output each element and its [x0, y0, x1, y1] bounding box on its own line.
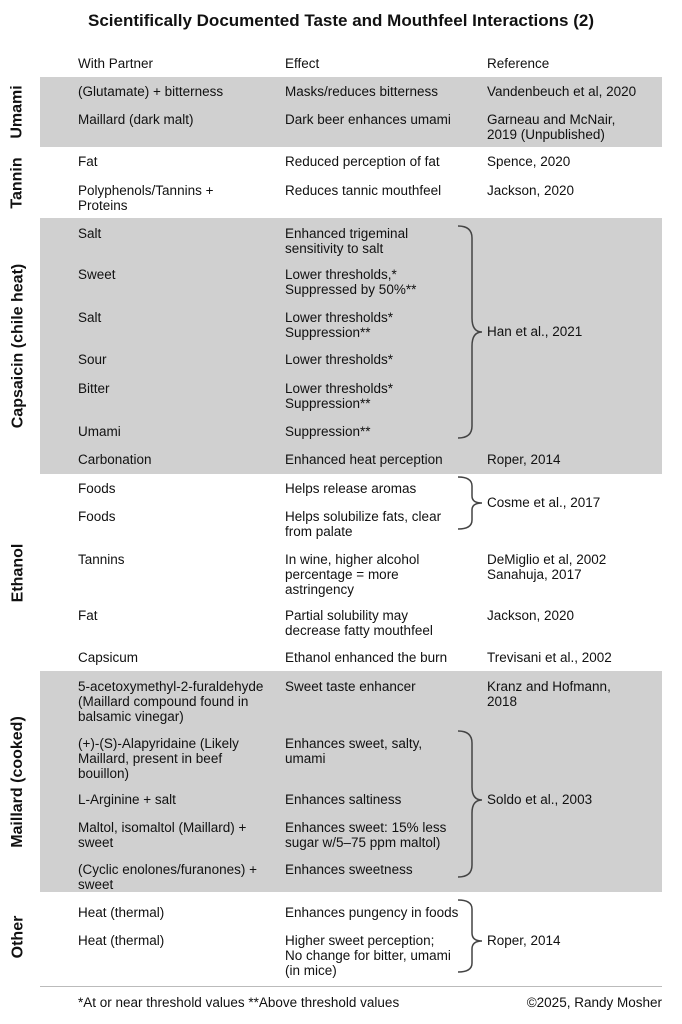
table-row-effect: Lower thresholds* Suppression** — [285, 310, 394, 340]
table-row-reference: Kranz and Hofmann, 2018 — [487, 679, 611, 709]
table-row-partner: Capsicum — [78, 650, 139, 665]
table-row-effect: Enhanced trigeminal sensitivity to salt — [285, 226, 409, 256]
category-capsaicin: Capsaicin (chile heat) — [9, 263, 26, 429]
table-row-effect: Enhances sweet: 15% less sugar w/5–75 ppm maltol) — [285, 820, 447, 850]
table-row-effect: Lower thresholds,* Suppressed by 50%** — [285, 267, 417, 297]
table-row-partner: (+)-(S)-Alapyridaine (Likely Maillard, present in beef bouillon) — [78, 736, 239, 781]
table-row-effect: In wine, higher alcohol percentage = more astringency — [285, 552, 420, 597]
table-row-reference: Trevisani et al., 2002 — [487, 650, 612, 665]
category-maillard: Maillard (cooked) — [9, 715, 27, 848]
group-reference-other: Roper, 2014 — [487, 933, 561, 948]
copyright: ©2025, Randy Mosher — [526, 995, 662, 1010]
table-row-partner: Salt — [78, 226, 102, 241]
category-umami: Umami — [9, 85, 27, 139]
footer-divider — [40, 986, 662, 987]
group-reference-maillard: Soldo et al., 2003 — [487, 792, 593, 807]
table-row-partner: Umami — [78, 424, 121, 439]
capsaicin-brace — [458, 226, 482, 438]
table-row-effect: Lower thresholds* Suppression** — [285, 381, 394, 411]
table-row-partner: Maillard (dark malt) — [78, 112, 194, 127]
table-row-effect: Helps solubilize fats, clear from palate — [285, 509, 442, 539]
table-row-effect: Enhances sweet, salty, umami — [285, 736, 423, 766]
table-row-effect: Enhances pungency in foods — [285, 905, 459, 920]
table-row-partner: Salt — [78, 310, 102, 325]
table-row-effect: Ethanol enhanced the burn — [285, 650, 448, 665]
group-reference-ethanol: Cosme et al., 2017 — [487, 495, 601, 510]
table-row-partner: Foods — [78, 481, 116, 496]
table-row-reference: Garneau and McNair, 2019 (Unpublished) — [487, 112, 616, 142]
category-ethanol: Ethanol — [9, 543, 27, 602]
table-row-effect: Masks/reduces bitterness — [285, 84, 439, 99]
table-row-partner: Polyphenols/Tannins + Proteins — [78, 183, 214, 213]
table-row-partner: Tannins — [78, 552, 125, 567]
table-row-partner: Foods — [78, 509, 116, 524]
table-row-effect: Dark beer enhances umami — [285, 112, 451, 127]
table-row-effect: Partial solubility may decrease fatty mouthfeel — [285, 608, 433, 638]
table-row-partner: Carbonation — [78, 452, 152, 467]
header-partner: With Partner — [78, 56, 154, 71]
table-row-reference: Jackson, 2020 — [487, 183, 575, 198]
table-row-effect: Higher sweet perception; No change for bitter, umami (in mice) — [285, 933, 451, 978]
table-row-effect: Enhances sweetness — [285, 862, 413, 877]
table-row-partner: Sweet — [78, 267, 116, 282]
table-row-partner: Maltol, isomaltol (Maillard) + sweet — [78, 820, 247, 850]
table-row-effect: Reduces tannic mouthfeel — [285, 183, 442, 198]
table-row-reference: Roper, 2014 — [487, 452, 561, 467]
table-row-effect: Enhances saltiness — [285, 792, 402, 807]
table-row-reference: Vandenbeuch et al, 2020 — [487, 84, 637, 99]
footnote: *At or near threshold values **Above threshold values — [78, 995, 400, 1010]
ethanol-brace — [458, 477, 482, 529]
table-row-reference: Jackson, 2020 — [487, 608, 575, 623]
table-row-effect: Lower thresholds* — [285, 352, 394, 367]
maillard-brace — [458, 731, 482, 877]
table-row-partner: (Glutamate) + bitterness — [78, 84, 224, 99]
table-row-partner: Heat (thermal) — [78, 905, 165, 920]
table-row-effect: Sweet taste enhancer — [285, 679, 416, 694]
header-reference: Reference — [487, 56, 550, 71]
table-row-partner: Fat — [78, 154, 98, 169]
table-row-partner: (Cyclic enolones/furanones) + sweet — [78, 862, 257, 892]
table-row-partner: Fat — [78, 608, 98, 623]
category-other: Other — [9, 915, 27, 959]
group-reference-capsaicin: Han et al., 2021 — [487, 324, 583, 339]
table-row-partner: Heat (thermal) — [78, 933, 165, 948]
table-row-partner: Bitter — [78, 381, 110, 396]
table-row-partner: 5-acetoxymethyl-2-furaldehyde (Maillard compound found in balsamic vinegar) — [78, 679, 264, 724]
table-row-effect: Helps release aromas — [285, 481, 417, 496]
category-tannin: Tannin — [9, 156, 26, 209]
other-brace — [458, 900, 482, 972]
table-row-effect: Reduced perception of fat — [285, 154, 440, 169]
table-row-effect: Enhanced heat perception — [285, 452, 443, 467]
table-row-reference: Spence, 2020 — [487, 154, 571, 169]
header-effect: Effect — [285, 56, 320, 71]
table-row-reference: DeMiglio et al, 2002 Sanahuja, 2017 — [487, 552, 607, 582]
table-row-effect: Suppression** — [285, 424, 371, 439]
table-row-partner: Sour — [78, 352, 107, 367]
page-title: Scientifically Documented Taste and Mouthfeel Interactions (2) — [88, 11, 594, 30]
table-row-partner: L-Arginine + salt — [78, 792, 176, 807]
